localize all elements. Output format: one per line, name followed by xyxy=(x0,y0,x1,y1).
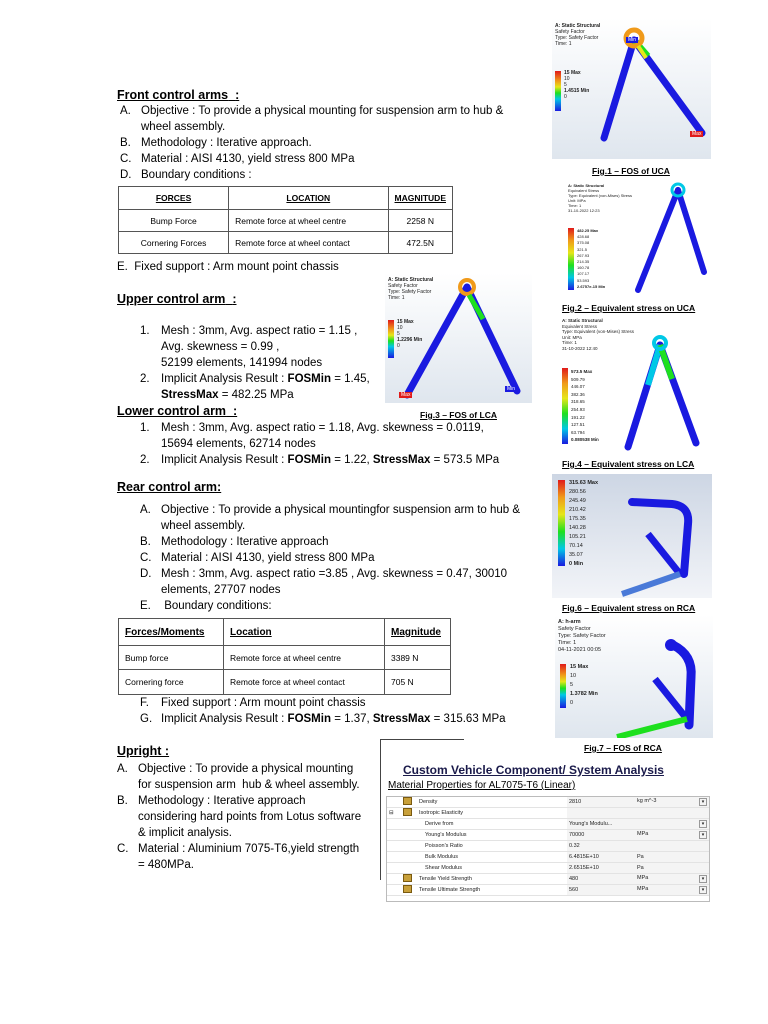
front-list xyxy=(120,103,504,183)
property-name: Isotropic Elasticity xyxy=(417,808,567,819)
list-text: wheel assembly. xyxy=(161,520,246,532)
property-value[interactable]: 2810 xyxy=(567,797,635,808)
material-row[interactable] xyxy=(387,797,709,808)
property-value[interactable]: 560 xyxy=(567,885,635,896)
panel-title: Custom Vehicle Component/ System Analysis xyxy=(403,763,664,777)
property-unit: MPa xyxy=(637,875,649,881)
fig6-rca-model xyxy=(552,474,712,598)
list-item xyxy=(161,518,520,534)
panel-subtitle: Material Properties for AL7075-T6 (Linear) xyxy=(388,780,576,791)
property-value[interactable]: 0.32 xyxy=(567,841,635,852)
list-text: = 315.63 MPa xyxy=(430,713,506,725)
bold-term: FOSMin xyxy=(287,454,331,466)
fig3-min-tag: Min xyxy=(507,386,516,392)
list-marker: 1. xyxy=(140,325,150,337)
list-text: Boundary conditions: xyxy=(161,600,272,612)
dropdown-icon[interactable]: ▾ xyxy=(699,820,707,828)
dropdown-icon[interactable]: ▾ xyxy=(699,886,707,894)
front-item-e: E. Fixed support : Arm mount point chassis xyxy=(117,261,339,273)
fig7-legend-title: A: h-arm Safety Factor Type: Safety Factor Time: 1 04-11-2021 00:05 xyxy=(558,619,606,653)
material-row[interactable] xyxy=(387,841,709,852)
list-text: Boundary conditions : xyxy=(141,169,252,181)
list-text: Methodology : Iterative approach xyxy=(161,536,329,548)
list-text: = 1.22, xyxy=(331,454,373,466)
list-marker: A. xyxy=(117,763,128,775)
list-text: = 482.25 MPa xyxy=(218,389,294,401)
list-text: = 480MPa. xyxy=(138,859,194,871)
list-text: 15694 elements, 62714 nodes xyxy=(161,438,316,450)
fig1-image xyxy=(552,18,711,159)
list-item xyxy=(138,825,361,841)
list-marker: C. xyxy=(120,153,132,165)
list-text: = 1.37, xyxy=(331,713,373,725)
material-row[interactable] xyxy=(387,874,709,885)
list-item xyxy=(138,857,361,873)
fig7-scale: 15 Max 10 5 1.3782 Min 0 xyxy=(570,664,598,706)
fig4-lca-model xyxy=(560,315,712,455)
list-text: Material : AISI 4130, yield stress 800 MPa xyxy=(141,153,355,165)
fig4-legend-title: A: Static Structural Equivalent Stress Type: Equivalent (von-Mises) Stress Unit: MPa Time: 1 31-10-2022 12:40 xyxy=(562,318,635,351)
list-item xyxy=(140,550,520,566)
table-header: Forces/Moments xyxy=(119,619,224,646)
table-cell: Cornering Forces xyxy=(119,232,229,254)
list-item xyxy=(138,809,361,825)
list-marker: D. xyxy=(120,169,132,181)
list-text: Implicit Analysis Result : xyxy=(161,713,288,725)
list-item xyxy=(161,387,370,403)
table-cell: Remote force at wheel centre xyxy=(229,210,388,232)
fig1-caption: Fig.1 – FOS of UCA xyxy=(592,166,670,176)
list-item xyxy=(161,436,499,452)
bold-term: FOSMin xyxy=(287,373,331,385)
fig1-legend-title: A: Static Structural Safety Factor Type: Safety Factor Time: 1 xyxy=(555,23,601,47)
list-item xyxy=(141,119,503,135)
expander-icon[interactable] xyxy=(387,874,401,885)
fig3-lca-model xyxy=(385,273,532,403)
property-name: Tensile Ultimate Strength xyxy=(417,885,567,896)
list-text: 52199 elements, 141994 nodes xyxy=(161,357,323,369)
list-item xyxy=(120,103,504,119)
list-text: Objective : To provide a physical mounting xyxy=(138,763,354,775)
bold-term: StressMax xyxy=(372,454,431,466)
expander-icon[interactable]: ⊟ xyxy=(387,808,401,819)
expander-icon[interactable] xyxy=(387,863,401,874)
property-icon xyxy=(403,808,412,816)
table-cell: Remote force at wheel centre xyxy=(224,646,385,670)
list-marker: C. xyxy=(140,552,152,564)
list-item xyxy=(140,566,520,582)
fig4-image xyxy=(560,315,712,455)
list-marker: 2. xyxy=(140,454,150,466)
property-value[interactable]: 2.6515E+10 xyxy=(567,863,635,874)
fig2-caption: Fig.2 – Equivalent stress on UCA xyxy=(562,303,696,313)
fig3-legend-title: A: Static Structural Safety Factor Type: Safety Factor Time: 1 xyxy=(388,277,434,301)
rca-list-2 xyxy=(140,695,506,727)
list-text: Methodology : Iterative approach. xyxy=(141,137,312,149)
list-item xyxy=(117,793,361,809)
front-heading: Front control arms : xyxy=(117,88,240,102)
material-row[interactable] xyxy=(387,863,709,874)
property-icon xyxy=(403,797,412,805)
list-marker: B. xyxy=(120,137,131,149)
table-header: Location xyxy=(224,619,385,646)
lca-list xyxy=(140,420,500,468)
list-text: Material : Aluminium 7075-T6,yield strength xyxy=(138,843,360,855)
table-cell: Bump force xyxy=(119,646,224,670)
list-item xyxy=(161,339,370,355)
dropdown-icon[interactable]: ▾ xyxy=(699,831,707,839)
list-item xyxy=(140,711,506,727)
material-row[interactable] xyxy=(387,819,709,830)
list-item xyxy=(140,502,521,518)
list-text: = 1.45, xyxy=(331,373,370,385)
list-item xyxy=(140,371,370,387)
table-cell: 472.5N xyxy=(388,232,452,254)
list-marker: G. xyxy=(140,713,153,725)
fig6-image xyxy=(552,474,712,598)
fig7-caption: Fig.7 – FOS of RCA xyxy=(584,743,662,753)
expander-icon[interactable] xyxy=(387,830,401,841)
fig2-uca-model xyxy=(566,180,710,300)
list-item xyxy=(161,355,370,371)
fig4-caption: Fig.4 – Equivalent stress on LCA xyxy=(562,459,695,469)
fig4-scale: 573.5 Max 509.79 446.07 382.36 318.65 254.93 191.22 127.51 63.794 0.080538 Min xyxy=(571,369,599,443)
material-row[interactable] xyxy=(387,852,709,863)
fig3-caption: Fig.3 – FOS of LCA xyxy=(420,410,497,420)
uca-list xyxy=(140,323,370,403)
expander-icon[interactable] xyxy=(387,797,401,808)
list-item xyxy=(117,841,361,857)
upright-heading: Upright : xyxy=(117,744,170,758)
property-name: Density xyxy=(417,797,567,808)
dropdown-icon[interactable]: ▾ xyxy=(699,875,707,883)
list-item xyxy=(140,420,499,436)
fig2-scale: 482.25 Max 428.68 375.08 321.5 267.93 214.35 160.78 107.17 53.593 2.6757e-15 Min xyxy=(577,228,606,289)
list-marker: E. xyxy=(140,600,151,612)
list-marker: B. xyxy=(117,795,128,807)
list-item xyxy=(140,598,520,614)
bold-term: StressMax xyxy=(161,389,219,401)
expander-icon[interactable] xyxy=(387,819,401,830)
material-row[interactable] xyxy=(387,830,709,841)
table-cell: 3389 N xyxy=(385,646,451,670)
fig3-image xyxy=(385,273,532,403)
property-name: Shear Modulus xyxy=(417,863,567,874)
fig7-image xyxy=(555,615,713,738)
list-text: Mesh : 3mm, Avg. aspect ratio =3.85 , Avg. skewness = 0.47, 30010 xyxy=(161,568,508,580)
property-value[interactable]: 70000 xyxy=(567,830,635,841)
property-value[interactable]: 6.4815E+10 xyxy=(567,852,635,863)
list-text: Objective : To provide a physical mountingfor suspension arm to hub & xyxy=(161,504,521,516)
fig2-image xyxy=(566,180,710,300)
property-icon xyxy=(403,885,412,893)
list-text: for suspension arm hub & wheel assembly. xyxy=(138,779,360,791)
table-cell: Remote force at wheel contact xyxy=(229,232,388,254)
property-unit: Pa xyxy=(637,865,644,871)
list-item xyxy=(140,695,506,711)
fig6-caption: Fig.6 – Equivalent stress on RCA xyxy=(562,603,696,613)
material-row[interactable] xyxy=(387,885,709,896)
list-marker: 1. xyxy=(140,422,150,434)
fig6-scale: 315.63 Max 280.56 245.49 210.42 175.35 140.28 105.21 70.14 35.07 0 Min xyxy=(569,480,599,567)
property-name: Tensile Yield Strength xyxy=(417,874,567,885)
fig2-legend-title: A: Static Structural Equivalent Stress Type: Equivalent (von-Mises) Stress Unit: MPa Time: 1 31-10-2022 12:23 xyxy=(568,183,633,213)
list-text: Objective : To provide a physical mounting for suspension arm to hub & xyxy=(141,105,504,117)
property-name: Derive from xyxy=(417,819,567,830)
list-marker: 2. xyxy=(140,373,150,385)
list-text: Mesh : 3mm, Avg. aspect ratio = 1.15 , xyxy=(161,325,358,337)
fig1-min-tag: Min xyxy=(628,37,637,43)
bold-term: StressMax xyxy=(372,713,431,725)
property-name: Poisson's Ratio xyxy=(417,841,567,852)
list-text: Avg. skewness = 0.99 , xyxy=(161,341,280,353)
property-name: Bulk Modulus xyxy=(417,852,567,863)
table-header: MAGNITUDE xyxy=(388,187,452,210)
list-text: Fixed support : Arm mount point chassis xyxy=(161,697,366,709)
list-marker: F. xyxy=(140,697,149,709)
fig7-rca-model xyxy=(555,615,713,738)
expander-icon[interactable] xyxy=(387,841,401,852)
list-item xyxy=(140,534,520,550)
list-marker: C. xyxy=(117,843,129,855)
property-unit: Pa xyxy=(637,854,644,860)
uca-heading: Upper control arm : xyxy=(117,292,237,306)
list-text: Material : AISI 4130, yield stress 800 MPa xyxy=(161,552,375,564)
rca-heading: Rear control arm: xyxy=(117,480,222,494)
list-marker: D. xyxy=(140,568,152,580)
lca-heading: Lower control arm : xyxy=(117,404,238,418)
panel-top-rule xyxy=(380,739,464,740)
property-value[interactable]: 480 xyxy=(567,874,635,885)
fig1-scale: 15 Max 10 5 1.4515 Min 0 xyxy=(564,70,590,100)
list-text: Mesh : 3mm, Avg. aspect ratio = 1.18, Avg. skewness = 0.0119, xyxy=(161,422,484,434)
list-text: Implicit Analysis Result : xyxy=(161,454,288,466)
list-item xyxy=(140,323,370,339)
property-unit: MPa xyxy=(637,886,649,892)
panel-divider xyxy=(380,740,381,880)
list-text: elements, 27707 nodes xyxy=(161,584,281,596)
list-text: wheel assembly. xyxy=(141,121,226,133)
property-name: Young's Modulus xyxy=(417,830,567,841)
list-text: = 573.5 MPa xyxy=(430,454,500,466)
property-value[interactable]: Young's Modulu... xyxy=(567,819,635,830)
property-icon xyxy=(403,874,412,882)
list-item xyxy=(120,167,503,183)
expander-icon[interactable] xyxy=(387,852,401,863)
dropdown-icon[interactable]: ▾ xyxy=(699,798,707,806)
list-item xyxy=(117,761,361,777)
material-row[interactable] xyxy=(387,808,709,819)
list-item xyxy=(120,135,503,151)
list-marker: A. xyxy=(140,504,151,516)
table-header: FORCES xyxy=(119,187,229,210)
table-cell: 705 N xyxy=(385,670,451,695)
table-cell: 2258 N xyxy=(388,210,452,232)
table-cell: Cornering force xyxy=(119,670,224,695)
fig3-scale: 15 Max 10 5 1.2296 Min 0 xyxy=(397,319,423,349)
front-boundary-table xyxy=(118,186,453,254)
list-text: Implicit Analysis Result : xyxy=(161,373,288,385)
bold-term: FOSMin xyxy=(287,713,331,725)
expander-icon[interactable] xyxy=(387,885,401,896)
fig3-max-tag: Max xyxy=(401,392,411,398)
property-unit: kg m^-3 xyxy=(637,798,657,804)
list-item xyxy=(138,777,361,793)
property-value[interactable] xyxy=(567,808,635,819)
table-header: LOCATION xyxy=(229,187,388,210)
list-text: & implicit analysis. xyxy=(138,827,232,839)
rca-boundary-table xyxy=(118,618,451,695)
table-header: Magnitude xyxy=(385,619,451,646)
list-item xyxy=(120,151,503,167)
list-marker: B. xyxy=(140,536,151,548)
material-properties-grid xyxy=(386,796,710,902)
list-marker: A. xyxy=(120,105,131,117)
upright-list xyxy=(117,761,362,873)
property-unit: MPa xyxy=(637,831,649,837)
table-cell: Remote force at wheel contact xyxy=(224,670,385,695)
fig1-max-tag: Max xyxy=(692,131,702,137)
list-text: Methodology : Iterative approach xyxy=(138,795,306,807)
list-item xyxy=(140,452,500,468)
list-text: considering hard points from Lotus software xyxy=(138,811,362,823)
table-cell: Bump Force xyxy=(119,210,229,232)
list-item xyxy=(161,582,520,598)
rca-list xyxy=(140,502,521,614)
